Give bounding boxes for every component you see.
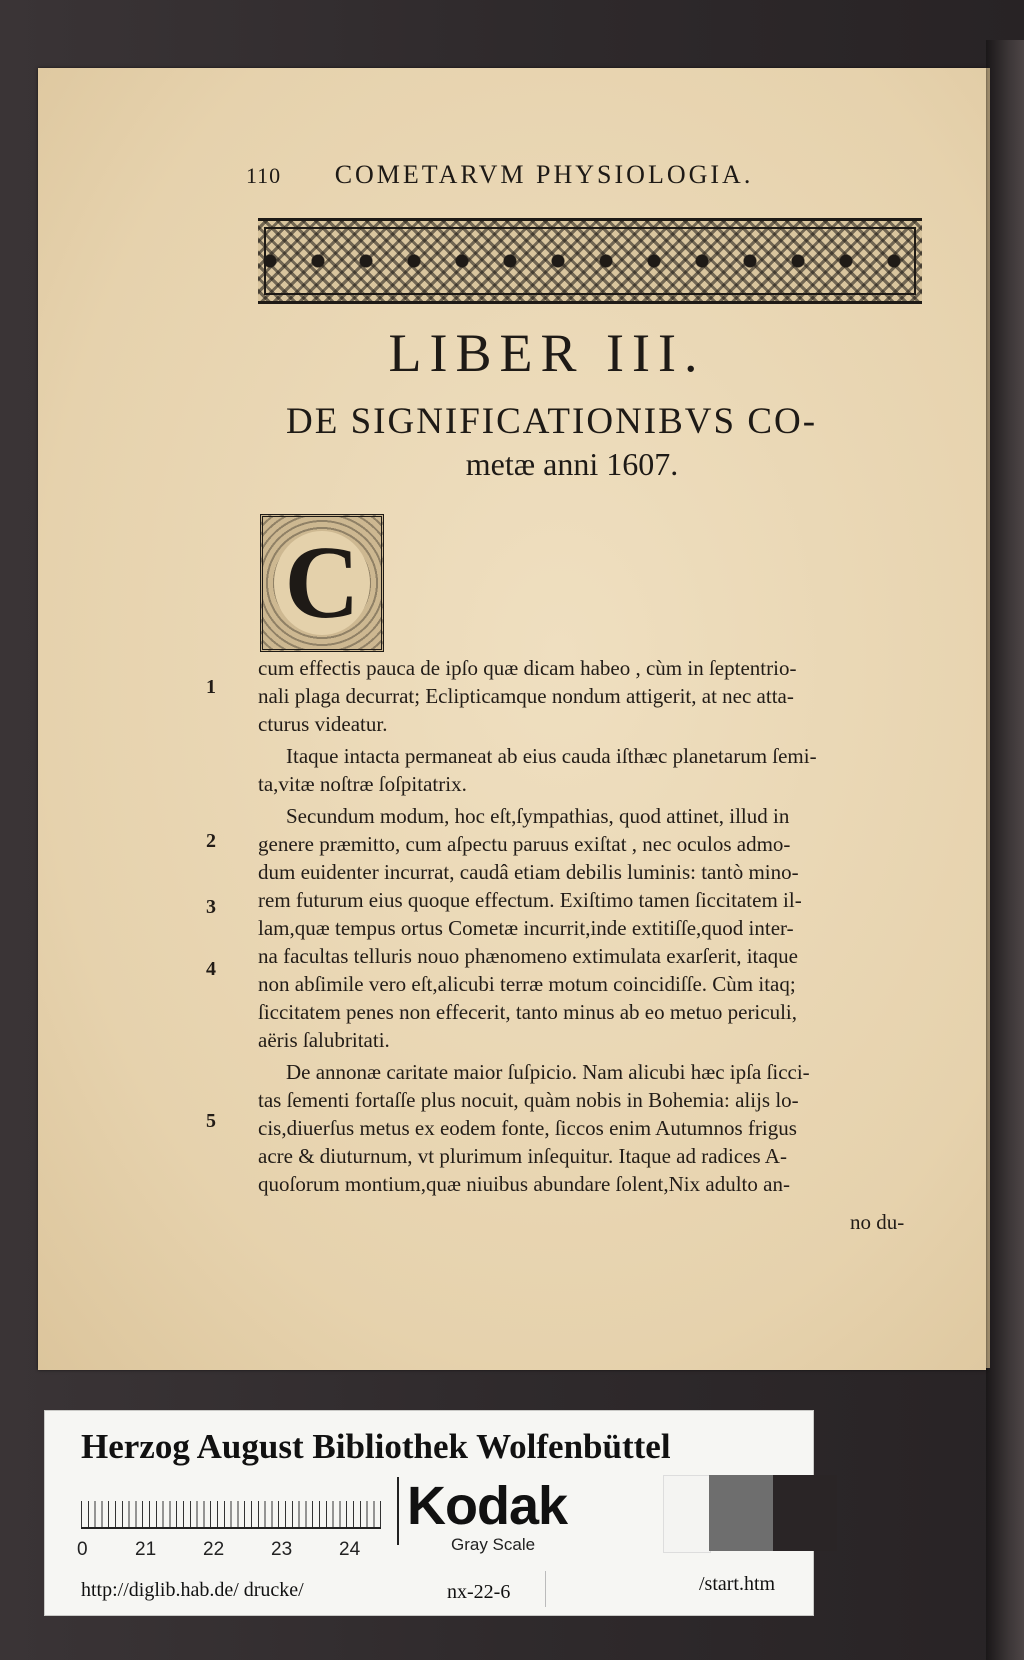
scale-ruler [81, 1485, 381, 1529]
text-line: cturus videatur. [258, 712, 388, 736]
text-line: nali plaga decurrat; Eclipticamque nondum attigerit, at nec atta- [258, 684, 794, 708]
url-divider [545, 1571, 546, 1607]
ruler-label: 22 [203, 1539, 225, 1560]
ruler-labels [75, 1539, 415, 1563]
section-title-line-2: metæ anni 1607. [465, 446, 679, 482]
page-number: 110 [246, 163, 282, 188]
margin-number: 1 [206, 676, 216, 698]
text-line: lam,quæ tempus ortus Cometæ incurrit,inde extitiſſe,quod inter- [258, 916, 794, 940]
color-reference-card [44, 1410, 814, 1616]
text-line: non abſimile vero eſt,alicubi terræ motum coincidiſſe. Cùm itaq; [258, 972, 796, 996]
ruler-label: 21 [135, 1539, 157, 1560]
text-line: cis,diuerſus metus ex eodem fonte, ſiccos enim Autumnos frigus [258, 1116, 797, 1140]
text-line: Secundum modum, hoc eſt,ſympathias, quod attinet, illud in [286, 804, 790, 828]
ornament-frame [264, 227, 916, 295]
text-line: Itaque intacta permaneat ab eius cauda iſthæc planetarum ſemi- [286, 744, 817, 768]
section-title-line-1: DE SIGNIFICATIONIBVS CO- [286, 401, 818, 442]
card-divider [397, 1477, 399, 1545]
kodak-logo: Kodak [407, 1476, 568, 1536]
running-head [246, 160, 846, 190]
margin-number: 4 [206, 958, 216, 980]
catchword: no du- [850, 1210, 905, 1234]
initial-letter: C [274, 531, 369, 635]
margin-number: 2 [206, 830, 216, 852]
text-line: De annonæ caritate maior ſuſpicio. Nam alicubi hæc ipſa ſicci- [286, 1060, 810, 1084]
running-title: COMETARVM PHYSIOLOGIA. [334, 160, 754, 189]
text-line: ſiccitatem penes non effecerit, tanto minus ab eo metuo periculi, [258, 1000, 798, 1024]
text-line: genere præmitto, cum aſpectu paruus exiſtat , nec oculos admo- [258, 832, 791, 856]
gray-patch-white [663, 1475, 711, 1553]
gray-scale-label: Gray Scale [451, 1535, 536, 1554]
text-line: dum euidenter incurrat, caudâ etiam debilis luminis: tantò mino- [258, 860, 799, 884]
url-suffix: /start.htm [699, 1573, 776, 1595]
headpiece-ornament [258, 218, 922, 304]
margin-number: 5 [206, 1110, 216, 1132]
margin-number: 3 [206, 896, 216, 918]
ruler-label: 23 [271, 1539, 293, 1560]
ruler-label: 0 [77, 1539, 88, 1560]
text-line: na facultas telluris nouo phænomeno extimulata exarſerit, itaque [258, 944, 799, 968]
book-binding [986, 40, 1024, 1660]
text-line: ta,vitæ noſtræ ſoſpitatrix. [258, 772, 467, 796]
text-line: tas ſementi fortaſſe plus nocuit, quàm nobis in Bohemia: alijs lo- [258, 1088, 799, 1112]
shelfmark: nx-22-6 [447, 1581, 511, 1603]
decorated-initial [260, 514, 384, 652]
text-line: rem futurum eius quoque effectum. Exiſtimo tamen ſiccitatem il- [258, 888, 802, 912]
text-line: quoſorum montium,quæ niuibus abundare ſolent,Nix adulto an- [258, 1172, 790, 1196]
gray-patch-mid [709, 1475, 773, 1551]
institution-name: Herzog August Bibliothek Wolfenbüttel [81, 1427, 671, 1466]
text-line: aëris ſalubritati. [258, 1028, 390, 1052]
book-title: LIBER III. [388, 323, 706, 383]
ruler-label: 24 [339, 1539, 361, 1560]
text-line: cum effectis pauca de ipſo quæ dicam habeo , cùm in ſeptentrio- [258, 656, 797, 680]
gray-patch-black [773, 1475, 837, 1551]
source-url: http://diglib.hab.de/ drucke/ [81, 1579, 304, 1601]
text-line: acre & diuturnum, vt plurimum inſequitur. Itaque ad radices A- [258, 1144, 787, 1168]
